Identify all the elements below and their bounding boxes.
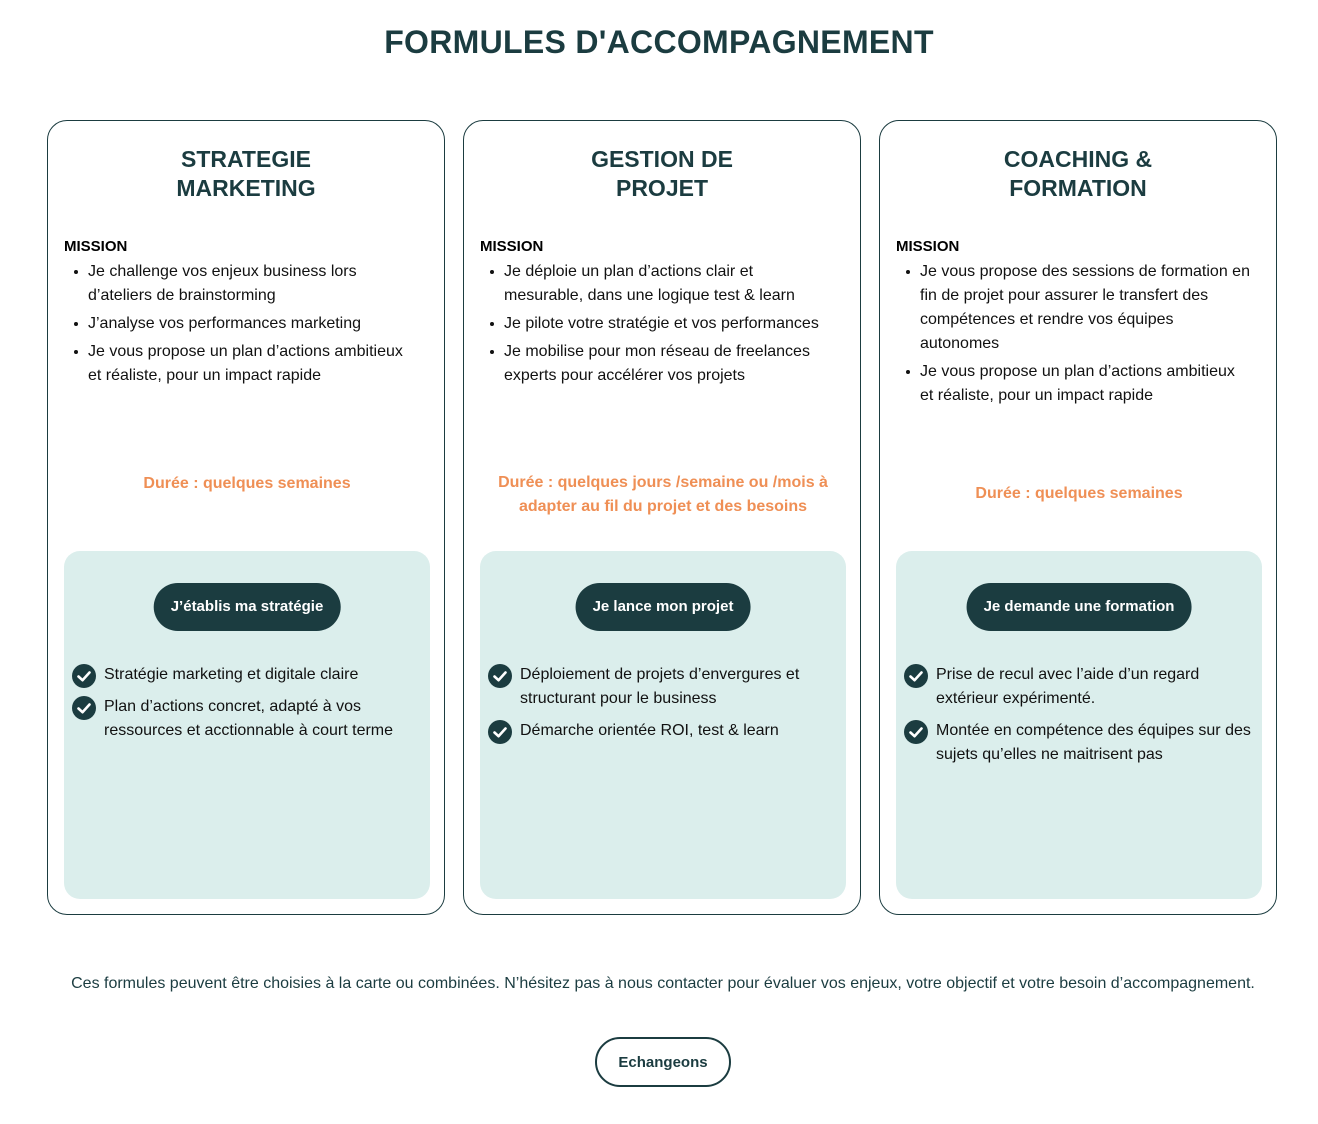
footer-text: Ces formules peuvent être choisies à la carte ou combinées. N’hésitez pas à nous contacter pour évaluer vos enjeux, votre objectif et votre besoin d’accompagnement.	[71, 975, 1255, 992]
benefit-text: Plan d’actions concret, adapté à vos ressources et acctionnable à court terme	[104, 698, 394, 739]
card-title	[464, 145, 860, 203]
mission-label: MISSION	[896, 238, 960, 255]
duration-text: Durée : quelques semaines	[143, 475, 351, 492]
check-circle-icon	[72, 696, 96, 720]
card-title-line1: COACHING &	[1003, 146, 1153, 172]
echangeons-button[interactable]: Echangeons	[595, 1037, 731, 1087]
benefits-list	[72, 663, 428, 751]
benefit-text: Montée en compétence des équipes sur des sujets qu’elles ne maitrisent pas	[936, 722, 1251, 763]
check-circle-icon	[904, 664, 928, 688]
etablir-strategie-button[interactable]: J’établis ma stratégie	[154, 583, 341, 631]
benefit-item	[904, 719, 1260, 767]
benefit-item	[904, 663, 1260, 711]
card-title-line2: PROJET	[615, 175, 709, 201]
benefit-text: Démarche orientée ROI, test & learn	[520, 722, 779, 739]
card-title	[48, 145, 444, 203]
benefit-item	[72, 663, 428, 687]
duration-text: Durée : quelques jours /semaine ou /mois à adapter au fil du projet et des besoins	[498, 474, 828, 515]
benefits-panel	[480, 551, 846, 899]
benefit-item	[488, 719, 844, 743]
card-title	[880, 145, 1276, 203]
mission-item: Je mobilise pour mon réseau de freelances experts pour accélérer vos projets	[480, 340, 836, 388]
mission-item: J’analyse vos performances marketing	[64, 312, 420, 336]
benefit-item	[72, 695, 428, 743]
card-title-line2: MARKETING	[176, 175, 316, 201]
benefit-item	[488, 663, 844, 711]
benefit-text: Stratégie marketing et digitale claire	[104, 666, 359, 683]
benefits-panel	[64, 551, 430, 899]
card-title-line2: FORMATION	[1009, 175, 1147, 201]
mission-item: Je challenge vos enjeux business lors d’ateliers de brainstorming	[64, 260, 420, 308]
mission-item: Je pilote votre stratégie et vos performances	[480, 312, 836, 336]
mission-item: Je vous propose un plan d’actions ambitieux et réaliste, pour un impact rapide	[64, 340, 420, 388]
demander-formation-button[interactable]: Je demande une formation	[967, 583, 1192, 631]
check-circle-icon	[488, 664, 512, 688]
offer-card-strategie-marketing	[47, 120, 445, 915]
offer-card-gestion-projet	[463, 120, 861, 915]
benefits-panel	[896, 551, 1262, 899]
benefits-list	[904, 663, 1260, 775]
mission-list	[480, 260, 836, 392]
card-title-line1: GESTION DE	[591, 146, 733, 172]
check-circle-icon	[72, 664, 96, 688]
card-title-line1: STRATEGIE	[181, 146, 311, 172]
benefits-list	[488, 663, 844, 751]
mission-item: Je vous propose des sessions de formation en fin de projet pour assurer le transfert des compétences et rendre vos équipes autonomes	[896, 260, 1252, 356]
mission-label: MISSION	[64, 238, 128, 255]
check-circle-icon	[488, 720, 512, 744]
benefit-text: Déploiement de projets d’envergures et structurant pour le business	[520, 666, 800, 707]
mission-list	[64, 260, 420, 392]
mission-item: Je vous propose un plan d’actions ambitieux et réaliste, pour un impact rapide	[896, 360, 1252, 408]
lancer-projet-button[interactable]: Je lance mon projet	[576, 583, 751, 631]
mission-list	[896, 260, 1252, 412]
mission-item: Je déploie un plan d’actions clair et mesurable, dans une logique test & learn	[480, 260, 836, 308]
offer-card-coaching-formation	[879, 120, 1277, 915]
benefit-text: Prise de recul avec l’aide d’un regard extérieur expérimenté.	[936, 666, 1200, 707]
check-circle-icon	[904, 720, 928, 744]
mission-label: MISSION	[480, 238, 544, 255]
duration-text: Durée : quelques semaines	[975, 485, 1183, 502]
page-title: FORMULES D'ACCOMPAGNEMENT	[384, 24, 934, 60]
